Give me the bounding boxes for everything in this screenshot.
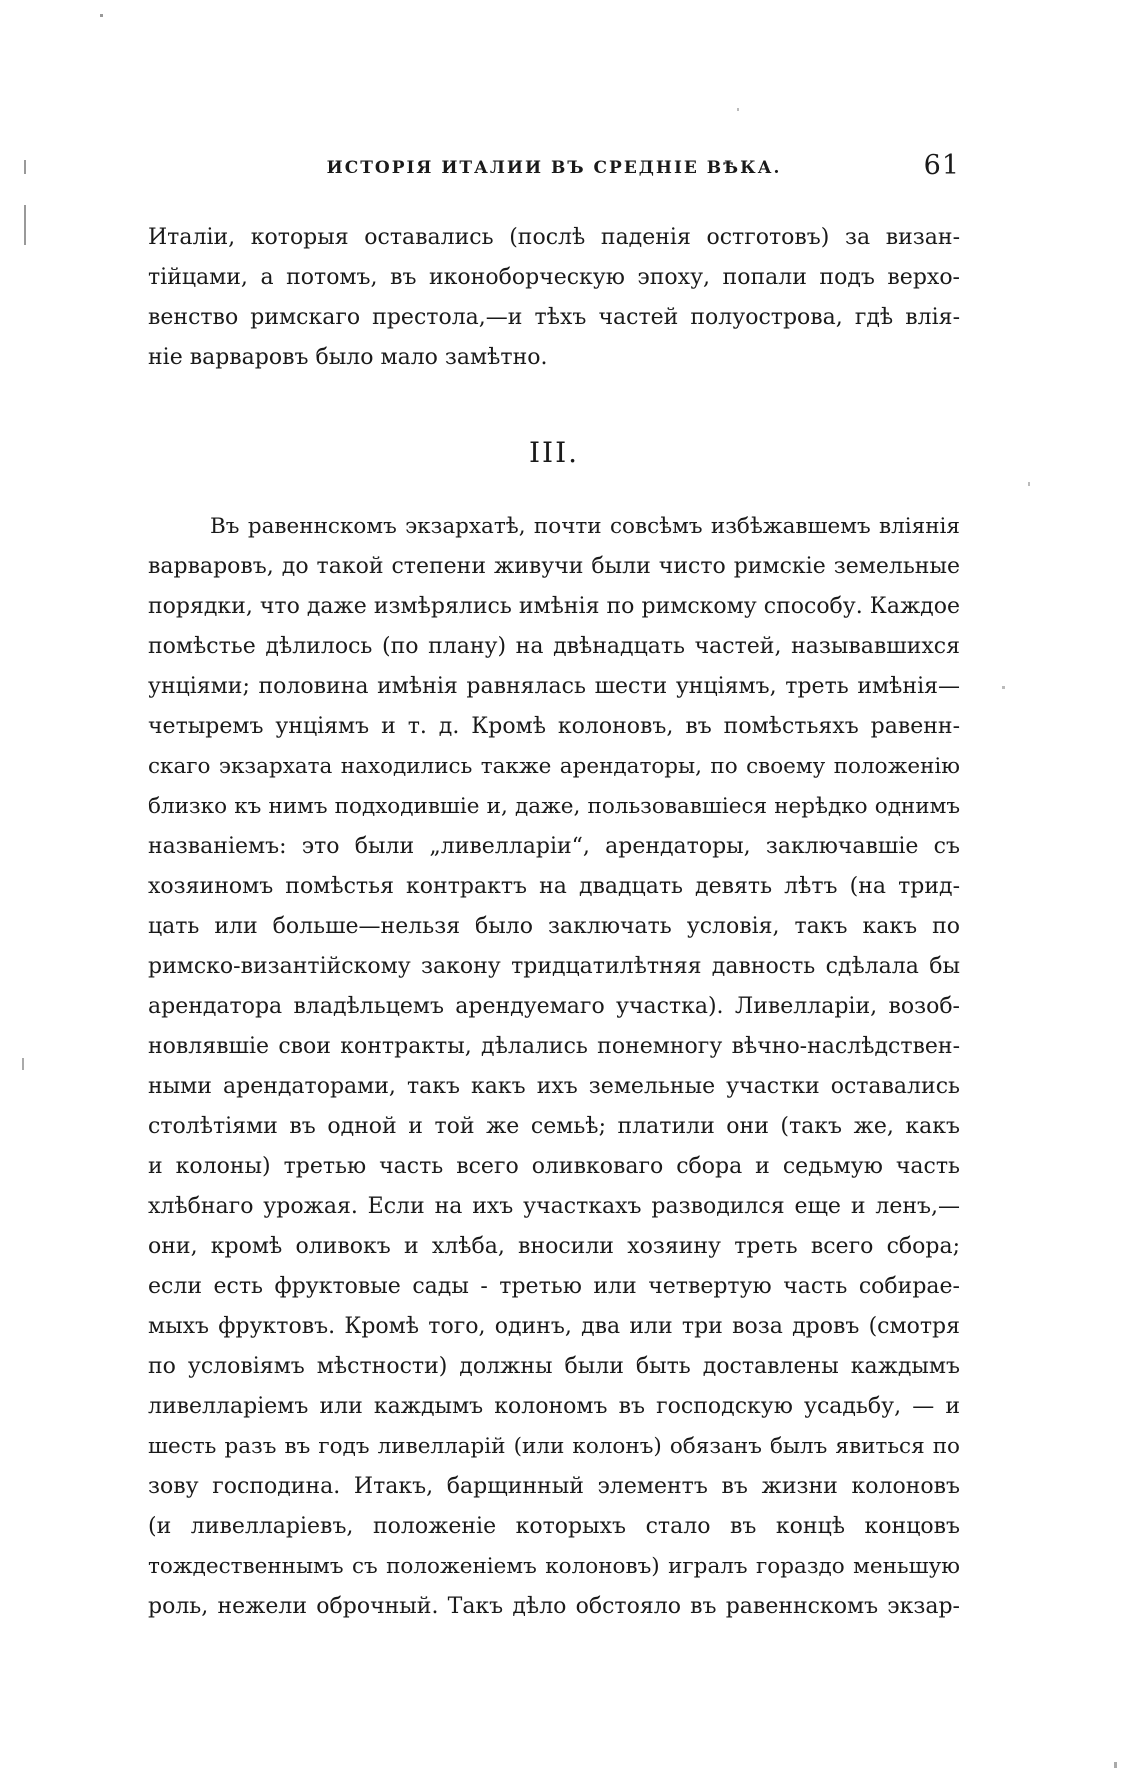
scan-speck xyxy=(1002,686,1005,689)
text-line: тійцами, а потомъ, въ иконоборческую эпоху, попали подъ верхо- xyxy=(148,265,960,290)
text-line: помѣстье дѣлилось (по плану) на двѣнадцать частей, называвшихся xyxy=(148,634,960,659)
text-line: близко къ нимъ подходившіе и, даже, пользовавшіеся нерѣдко однимъ xyxy=(148,794,960,819)
text-line: унціями; половина имѣнія равнялась шести унціямъ, треть имѣнія— xyxy=(148,674,960,699)
text-line: ливелларіемъ или каждымъ колономъ въ господскую усадьбу, — и xyxy=(148,1394,960,1419)
scan-speck xyxy=(100,14,103,17)
text-line: скаго экзархата находились также арендаторы, по своему положенію xyxy=(148,754,960,779)
text-line: порядки, что даже измѣрялись имѣнія по римскому способу. Каждое xyxy=(148,594,960,619)
scan-speck xyxy=(1028,482,1030,486)
text-line: зову господина. Итакъ, барщинный элементъ въ жизни колоновъ xyxy=(148,1474,960,1499)
intro-paragraph xyxy=(148,218,960,378)
text-line: римско-византійскому закону тридцатилѣтняя давность сдѣлала бы xyxy=(148,954,960,979)
body-paragraph xyxy=(148,507,960,1627)
text-line: (и ливелларіевъ, положеніе которыхъ стало въ концѣ концовъ xyxy=(148,1514,960,1539)
text-line: мыхъ фруктовъ. Кромѣ того, одинъ, два или три воза дровъ (смотря xyxy=(148,1314,960,1339)
text-line: они, кромѣ оливокъ и хлѣба, вносили хозяину треть всего сбора; xyxy=(148,1234,960,1259)
scan-speck xyxy=(24,160,26,174)
text-line: цать или больше—нельзя было заключать условія, такъ какъ по xyxy=(148,914,960,939)
scan-speck xyxy=(24,205,26,245)
text-line: варваровъ, до такой степени живучи были чисто римскіе земельные xyxy=(148,554,960,579)
text-line: по условіямъ мѣстности) должны были быть доставлены каждымъ xyxy=(148,1354,960,1379)
text-line: венство римскаго престола,—и тѣхъ частей полуострова, гдѣ влія- xyxy=(148,305,960,330)
text-line: шесть разъ въ годъ ливелларій (или колонъ) обязанъ былъ явиться по xyxy=(148,1434,960,1459)
text-line: хлѣбнаго урожая. Если на ихъ участкахъ разводился еще и ленъ,— xyxy=(148,1194,960,1219)
scan-speck xyxy=(1114,1762,1117,1768)
text-line: четыремъ унціямъ и т. д. Кромѣ колоновъ, въ помѣстьяхъ равенн- xyxy=(148,714,960,739)
text-line: ніе варваровъ было мало замѣтно. xyxy=(148,345,548,370)
scan-speck xyxy=(737,108,739,111)
running-head xyxy=(148,150,960,190)
text-line: Въ равеннскомъ экзархатѣ, почти совсѣмъ избѣжавшемъ вліянія xyxy=(210,514,960,539)
page-number: 61 xyxy=(923,150,960,181)
section-heading: III. xyxy=(528,436,580,469)
text-line: ными арендаторами, такъ какъ ихъ земельные участки оставались xyxy=(148,1074,960,1099)
text-line: роль, нежели оброчный. Такъ дѣло обстояло въ равеннскомъ экзар- xyxy=(148,1594,960,1619)
text-line: и колоны) третью часть всего оливковаго сбора и седьмую часть xyxy=(148,1154,960,1179)
scan-speck xyxy=(22,1058,24,1070)
text-line: новлявшіе свои контракты, дѣлались понемногу вѣчно-наслѣдствен- xyxy=(148,1034,960,1059)
text-line: столѣтіями въ одной и той же семьѣ; платили они (такъ же, какъ xyxy=(148,1114,960,1139)
running-title: ИСТОРІЯ ИТАЛИИ ВЪ СРЕДНІЕ ВѢКА. xyxy=(326,158,782,178)
text-line: хозяиномъ помѣстья контрактъ на двадцать девять лѣтъ (на трид- xyxy=(148,874,960,899)
text-line: арендатора владѣльцемъ арендуемаго участка). Ливелларіи, возоб- xyxy=(148,994,960,1019)
text-line: тождественнымъ съ положеніемъ колоновъ) игралъ гораздо меньшую xyxy=(148,1554,960,1579)
text-line: если есть фруктовые сады - третью или четвертую часть собирае- xyxy=(148,1274,960,1299)
text-line: названіемъ: это были „ливелларіи“, арендаторы, заключавшіе съ xyxy=(148,834,960,859)
text-line: Италіи, которыя оставались (послѣ паденія остготовъ) за визан- xyxy=(148,225,960,250)
